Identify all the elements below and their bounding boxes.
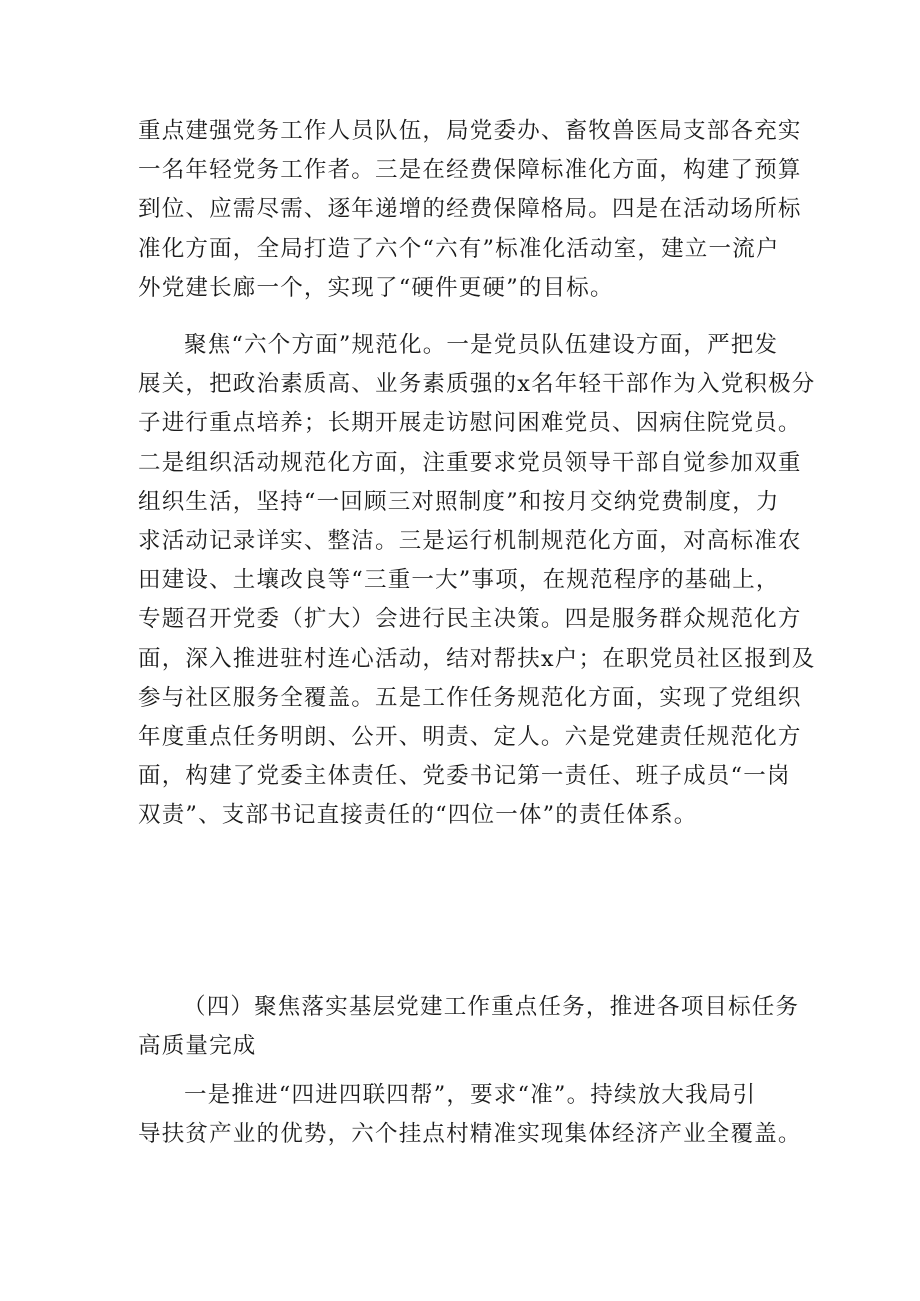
text-line: 子进行重点培养；长期开展走访慰问困难党员、因病住院党员。 (138, 410, 802, 437)
text-line: 求活动记录详实、整洁。三是运行机制规范化方面，对高标准农 (138, 527, 802, 554)
text-line: 展关，把政治素质高、业务素质强的x名年轻干部作为入党积极分 (138, 371, 816, 398)
text-line: 一是推进“四进四联四帮”，要求“准”。持续放大我局引 (184, 1082, 757, 1108)
text-line: 外党建长廊一个，实现了“硬件更硬”的目标。 (138, 274, 614, 301)
text-line: 专题召开党委（扩大）会进行民主决策。四是服务群众规范化方 (138, 606, 802, 633)
text-line: 一名年轻党务工作者。三是在经费保障标准化方面，构建了预算 (138, 157, 802, 184)
paragraph-four-visits (138, 1076, 802, 1154)
text-line: 年度重点任务明朗、公开、明责、定人。六是党建责任规范化方 (138, 723, 802, 750)
section-heading-four (138, 988, 798, 1066)
text-line: 双责”、支部书记直接责任的“四位一体”的责任体系。 (138, 802, 698, 829)
paragraph-standardization-continued (138, 112, 802, 308)
text-line: 导扶贫产业的优势，六个挂点村精准实现集体经济产业全覆盖。 (138, 1121, 802, 1148)
text-line: 组织生活，坚持“一回顾三对照制度”和按月交纳党费制度，力 (138, 488, 780, 515)
text-line: 重点建强党务工作人员队伍，局党委办、畜牧兽医局支部各充实 (138, 118, 802, 144)
text-line: 准化方面，全局打造了六个“六有”标准化活动室，建立一流户 (138, 235, 780, 262)
text-line: 面，深入推进驻村连心活动，结对帮扶x户；在职党员社区报到及 (138, 645, 816, 672)
text-line: 到位、应需尽需、逐年递增的经费保障格局。四是在活动场所标 (138, 196, 802, 223)
text-line: 田建设、土壤改良等“三重一大”事项，在规范程序的基础上， (138, 567, 780, 594)
text-line: 面，构建了党委主体责任、党委书记第一责任、班子成员“一岗 (138, 763, 791, 790)
text-line: 参与社区服务全覆盖。五是工作任务规范化方面，实现了党组织 (138, 684, 802, 711)
text-line: 二是组织活动规范化方面，注重要求党员领导干部自觉参加双重 (138, 449, 802, 476)
text-line: 聚焦“六个方面”规范化。一是党员队伍建设方面，严把发 (184, 332, 779, 358)
heading-line: （四）聚焦落实基层党建工作重点任务，推进各项目标任务 (183, 994, 800, 1020)
heading-line: 高质量完成 (138, 1033, 257, 1060)
paragraph-six-aspects (138, 326, 816, 835)
